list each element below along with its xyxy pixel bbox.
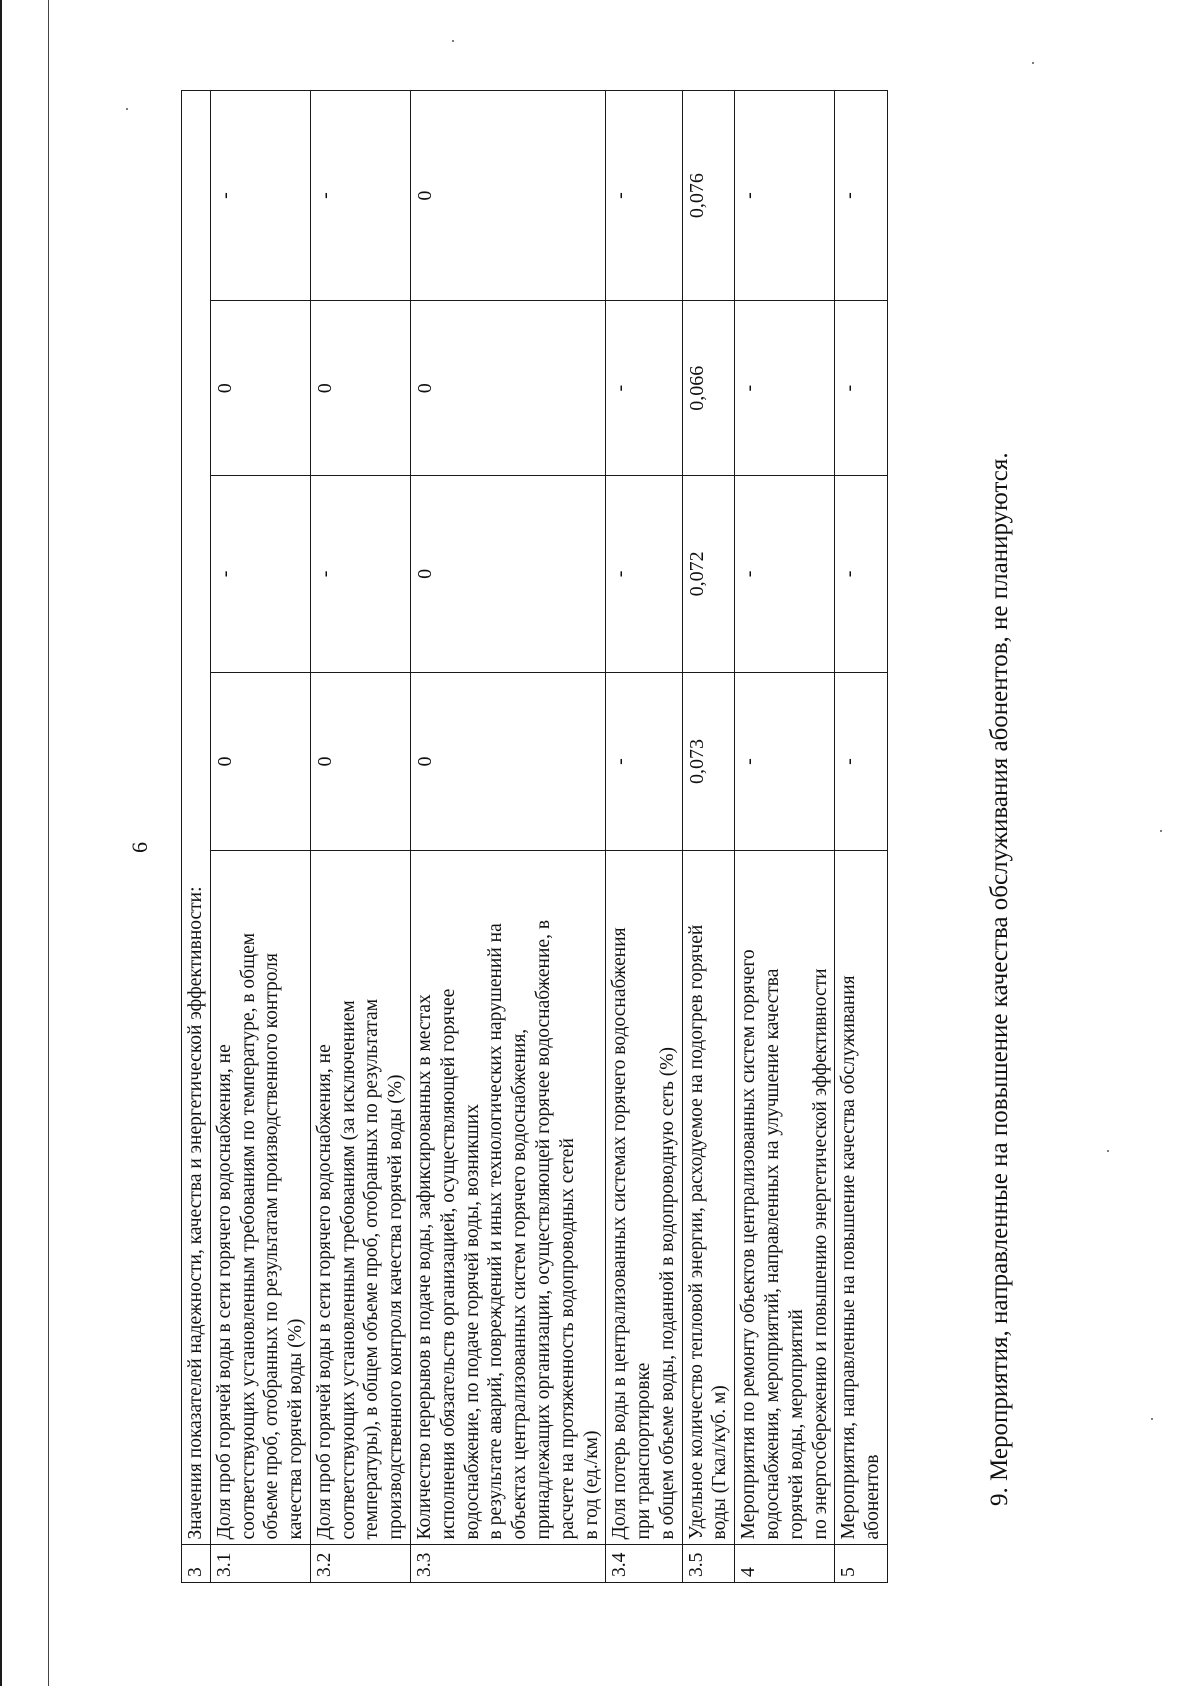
description-line: горячей воды, мероприятий bbox=[785, 1309, 807, 1540]
row-description bbox=[210, 851, 310, 1545]
description-line: соответствующих установленным требованиям (за исключением bbox=[337, 1000, 359, 1540]
row-number: 5 bbox=[835, 1545, 888, 1583]
row-description bbox=[835, 851, 888, 1545]
description-line: по энергосбережению и повышению энергетической эффективности bbox=[809, 968, 831, 1540]
value-cell: 0 bbox=[411, 476, 606, 672]
value-cell: 0,076 bbox=[682, 91, 735, 301]
table-row bbox=[411, 91, 606, 1583]
value-cell: 0,066 bbox=[682, 301, 735, 476]
row-description bbox=[682, 851, 735, 1545]
table-row bbox=[735, 91, 835, 1583]
description-line: абонентов bbox=[862, 1454, 884, 1540]
value-cell: - bbox=[835, 476, 888, 672]
value-cell: 0 bbox=[310, 672, 410, 851]
table-body bbox=[182, 91, 888, 1583]
description-line: Доля проб горячей воды в сети горячего водоснабжения, не bbox=[313, 1044, 335, 1540]
value-cell: - bbox=[835, 91, 888, 301]
row-number: 3.4 bbox=[606, 1545, 682, 1583]
row-number: 3 bbox=[182, 1545, 211, 1583]
row-description bbox=[411, 851, 606, 1545]
value-cell: 0 bbox=[411, 672, 606, 851]
description-line: соответствующих установленным требованиям по температуре, в общем bbox=[237, 932, 259, 1540]
row-number: 3.1 bbox=[210, 1545, 310, 1583]
indicators-table bbox=[181, 90, 888, 1583]
table-row bbox=[606, 91, 682, 1583]
table-row bbox=[835, 91, 888, 1583]
value-cell: - bbox=[735, 672, 835, 851]
value-cell: 0 bbox=[210, 672, 310, 851]
description-line: температуры), в общем объеме проб, отобранных по результатам bbox=[361, 998, 383, 1540]
description-line: Доля потерь воды в централизованных системах горячего водоснабжения bbox=[609, 927, 631, 1540]
description-line: объеме проб, отобранных по результатам производственного контроля bbox=[261, 953, 283, 1540]
row-description bbox=[310, 851, 410, 1545]
description-line: исполнения обязательств организацией, осуществляющей горячее bbox=[437, 988, 459, 1540]
value-cell: - bbox=[310, 476, 410, 672]
page-number: 6 bbox=[127, 842, 152, 853]
description-line: воды (Гкал/куб. м) bbox=[709, 1385, 731, 1540]
table-row bbox=[210, 91, 310, 1583]
value-cell: 0 bbox=[210, 301, 310, 476]
value-cell: - bbox=[606, 476, 682, 672]
section-9-conclusion: 9. Мероприятия, направленные на повышение качества обслуживания абонентов, не планируются. bbox=[986, 452, 1013, 1506]
value-cell: - bbox=[310, 91, 410, 301]
description-line: качества горячей воды (%) bbox=[285, 1318, 307, 1540]
description-line: Количество перерывов в подаче воды, зафиксированных в местах bbox=[414, 994, 436, 1540]
value-cell: 0 bbox=[310, 301, 410, 476]
value-cell: - bbox=[606, 91, 682, 301]
row-number: 4 bbox=[735, 1545, 835, 1583]
row-description bbox=[606, 851, 682, 1545]
value-cell: 0,073 bbox=[682, 672, 735, 851]
value-cell: - bbox=[835, 301, 888, 476]
description-line: расчете на протяженность водопроводных сетей bbox=[556, 1138, 578, 1540]
description-line: Мероприятия, направленные на повышение качества обслуживания bbox=[838, 975, 860, 1540]
description-line: Мероприятия по ремонту объектов централизованных систем горячего bbox=[738, 949, 760, 1540]
description-line: водоснабжение, по подаче горячей воды, возникших bbox=[461, 1104, 483, 1540]
table-row bbox=[310, 91, 410, 1583]
value-cell: 0 bbox=[411, 91, 606, 301]
table-row-section-header bbox=[182, 91, 211, 1583]
description-line: производственного контроля качества горячей воды (%) bbox=[385, 1074, 407, 1540]
description-line: в год (ед./км) bbox=[580, 1430, 602, 1540]
value-cell: - bbox=[835, 672, 888, 851]
description-line: в общем объеме воды, поданной в водопроводную сеть (%) bbox=[656, 1047, 678, 1540]
description-line: Удельное количество тепловой энергии, расходуемое на подогрев горячей bbox=[685, 924, 707, 1540]
description-line: Доля проб горячей воды в сети горячего водоснабжения, не bbox=[213, 1044, 235, 1540]
table-row bbox=[682, 91, 735, 1583]
row-number: 3.3 bbox=[411, 1545, 606, 1583]
description-line: принадлежащих организации, осуществляющей горячее водоснабжение, в bbox=[532, 919, 554, 1540]
value-cell: - bbox=[735, 91, 835, 301]
description-line: объектах централизованных систем горячего водоснабжения, bbox=[509, 1028, 531, 1540]
row-number: 3.2 bbox=[310, 1545, 410, 1583]
value-cell: - bbox=[606, 672, 682, 851]
value-cell: - bbox=[210, 91, 310, 301]
value-cell: 0 bbox=[411, 301, 606, 476]
value-cell: - bbox=[735, 476, 835, 672]
description-line: при транспортировке bbox=[633, 1362, 655, 1540]
value-cell: - bbox=[210, 476, 310, 672]
value-cell: - bbox=[735, 301, 835, 476]
value-cell: - bbox=[606, 301, 682, 476]
row-number: 3.5 bbox=[682, 1545, 735, 1583]
description-line: в результате аварий, повреждений и иных технологических нарушений на bbox=[485, 923, 507, 1540]
section-header-title: Значения показателей надежности, качества и энергетической эффективности: bbox=[182, 91, 211, 1545]
row-description bbox=[735, 851, 835, 1545]
value-cell: 0,072 bbox=[682, 476, 735, 672]
description-line: водоснабжения, мероприятий, направленных на улучшение качества bbox=[761, 968, 783, 1540]
